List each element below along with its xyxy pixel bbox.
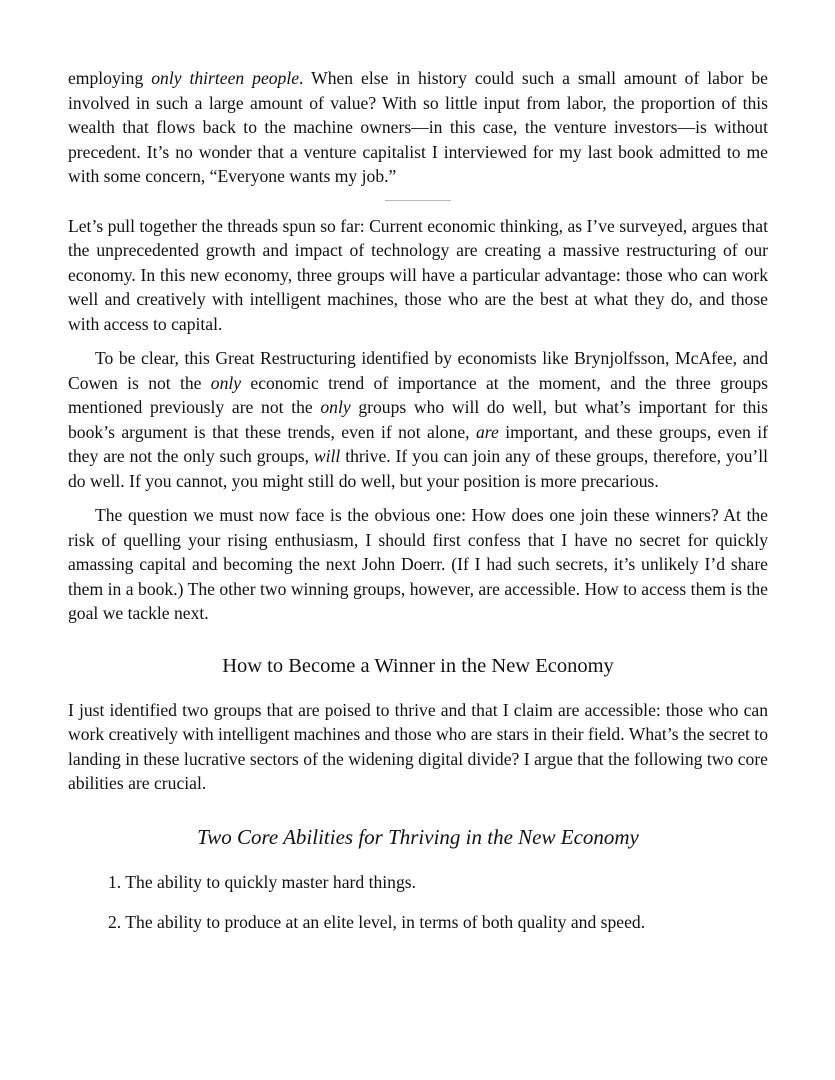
paragraph-two-groups: I just identified two groups that are poised to thrive and that I claim are accessible: those who can work creatively with intelligent machines and those who are stars in their field. What’s the secret to landing in these lucrative sectors of the widening digital divide? I argue that the following two core abilities are crucial.: [68, 699, 768, 793]
text-run: employing: [68, 68, 152, 88]
text-run: . When else in history could such a small amount of labor be involved in such a large amount of value? With so little input from labor, the proportion of this wealth that flows back to the machine owners—in this case, the venture investors—is without precedent. It’s no wonder that a venture capitalist I interviewed for my last book admitted to me with some concern, “Everyone wants my job.”: [68, 68, 768, 186]
paragraph-threads-summary: Let’s pull together the threads spun so far: Current economic thinking, as I’ve surveyed, argues that the unprecedented growth and impact of technology are creating a massive restructuring of our economy. In this new economy, three groups will have a particular advantage: those who can work well and creatively with intelligent machines, those who are the best at what they do, and those with access to capital.: [68, 215, 768, 334]
text-run: important, and these groups, even if they are not the only such groups,: [68, 421, 769, 466]
emphasis-text: only: [320, 397, 351, 417]
section-heading: How to Become a Winner in the New Economy: [222, 654, 614, 677]
core-abilities-list: [68, 870, 768, 934]
text-run: economic trend of importance at the moment, and the three groups mentioned previously are not the: [68, 372, 768, 417]
emphasis-text: are: [475, 421, 499, 442]
paragraph-join-winners: The question we must now face is the obvious one: How does one join these winners? At the risk of quelling your rising enthusiasm, I should first confess that I have no secret for quickly amassing capital and becoming the next John Doerr. (If I had such secrets, it’s unlikely I’d share them in a book.) The other two winning groups, however, are accessible. How to access them is the goal we tackle next.: [68, 505, 768, 623]
list-item: 2. The ability to produce at an elite level, in terms of both quality and speed.: [108, 911, 646, 932]
text-run: To be clear, this Great Restructuring identified by economists like Brynjolfsson, McAfee, and Cowen is not the: [68, 348, 768, 393]
paragraph-venture-capital: [68, 66, 768, 189]
page-content: [68, 66, 768, 950]
list-item: 1. The ability to quickly master hard things.: [108, 871, 417, 892]
paragraph-great-restructuring: [68, 346, 768, 493]
text-run: thrive. If you can join any of these groups, therefore, you’ll do well. If you cannot, you might still do well, but your position is more precarious.: [68, 446, 769, 491]
section-divider: [385, 200, 451, 201]
emphasis-text: will: [313, 446, 341, 466]
text-run: groups who will do well, but what’s important for this book’s argument is that these trends, even if not alone,: [68, 397, 768, 442]
emphasis-text: only: [210, 372, 242, 393]
emphasis-text: only thirteen people: [151, 68, 300, 88]
subsection-heading: Two Core Abilities for Thriving in the New Economy: [197, 824, 639, 849]
